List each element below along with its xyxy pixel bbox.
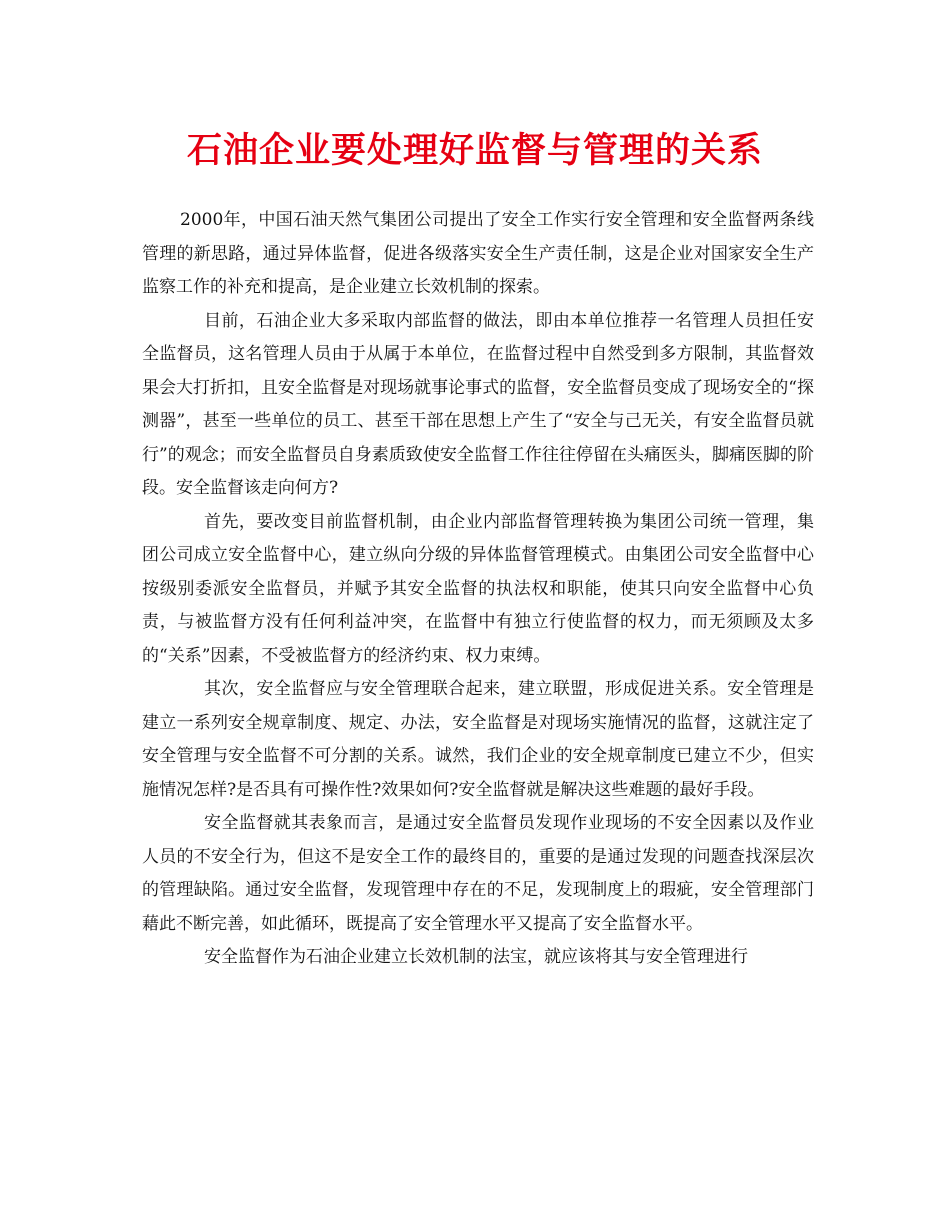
document-title: 石油企业要处理好监督与管理的关系 (186, 130, 763, 171)
document-body (142, 204, 814, 975)
paragraph-2: 目前，石油企业大多采取内部监督的做法，即由本单位推荐一名管理人员担任安全监督员，这名管理人员由于从属于本单位，在监督过程中自然受到多方限制，其监督效果会大打折扣，且安全监督是对现场就事论事式的监督，安全监督员变成了现场安全的“探测器”，甚至一些单位的员工、甚至干部在思想上产生了“安全与己无关，有安全监督员就行”的观念；而安全监督员自身素质致使安全监督工作往往停留在头痛医头，脚痛医脚的阶段。安全监督该走向何方? (142, 310, 814, 498)
paragraph-3: 首先，要改变目前监督机制，由企业内部监督管理转换为集团公司统一管理，集团公司成立安全监督中心，建立纵向分级的异体监督管理模式。由集团公司安全监督中心按级别委派安全监督员，并赋予其安全监督的执法权和职能，使其只向安全监督中心负责，与被监督方没有任何利益冲突，在监督中有独立行使监督的权力，而无须顾及太多的“关系”因素，不受被监督方的经济约束、权力束缚。 (142, 511, 814, 666)
paragraph-4: 其次，安全监督应与安全管理联合起来，建立联盟，形成促进关系。安全管理是建立一系列安全规章制度、规定、办法，安全监督是对现场实施情况的监督，这就注定了安全管理与安全监督不可分割的关系。诚然，我们企业的安全规章制度已建立不少，但实施情况怎样?是否具有可操作性?效果如何?安全监督就是解决这些难题的最好手段。 (142, 679, 814, 800)
paragraph-6: 安全监督作为石油企业建立长效机制的法宝，就应该将其与安全管理进行 (204, 947, 748, 967)
paragraph-5: 安全监督就其表象而言，是通过安全监督员发现作业现场的不安全因素以及作业人员的不安全行为，但这不是安全工作的最终目的，重要的是通过发现的问题查找深层次的管理缺陷。通过安全监督，发现管理中存在的不足，发现制度上的瑕疵，安全管理部门藉此不断完善，如此循环，既提高了安全管理水平又提高了安全监督水平。 (142, 813, 814, 934)
paragraph-1: 2000年，中国石油天然气集团公司提出了安全工作实行安全管理和安全监督两条线管理的新思路，通过异体监督，促进各级落实安全生产责任制，这是企业对国家安全生产监察工作的补充和提高，是企业建立长效机制的探索。 (142, 210, 814, 297)
